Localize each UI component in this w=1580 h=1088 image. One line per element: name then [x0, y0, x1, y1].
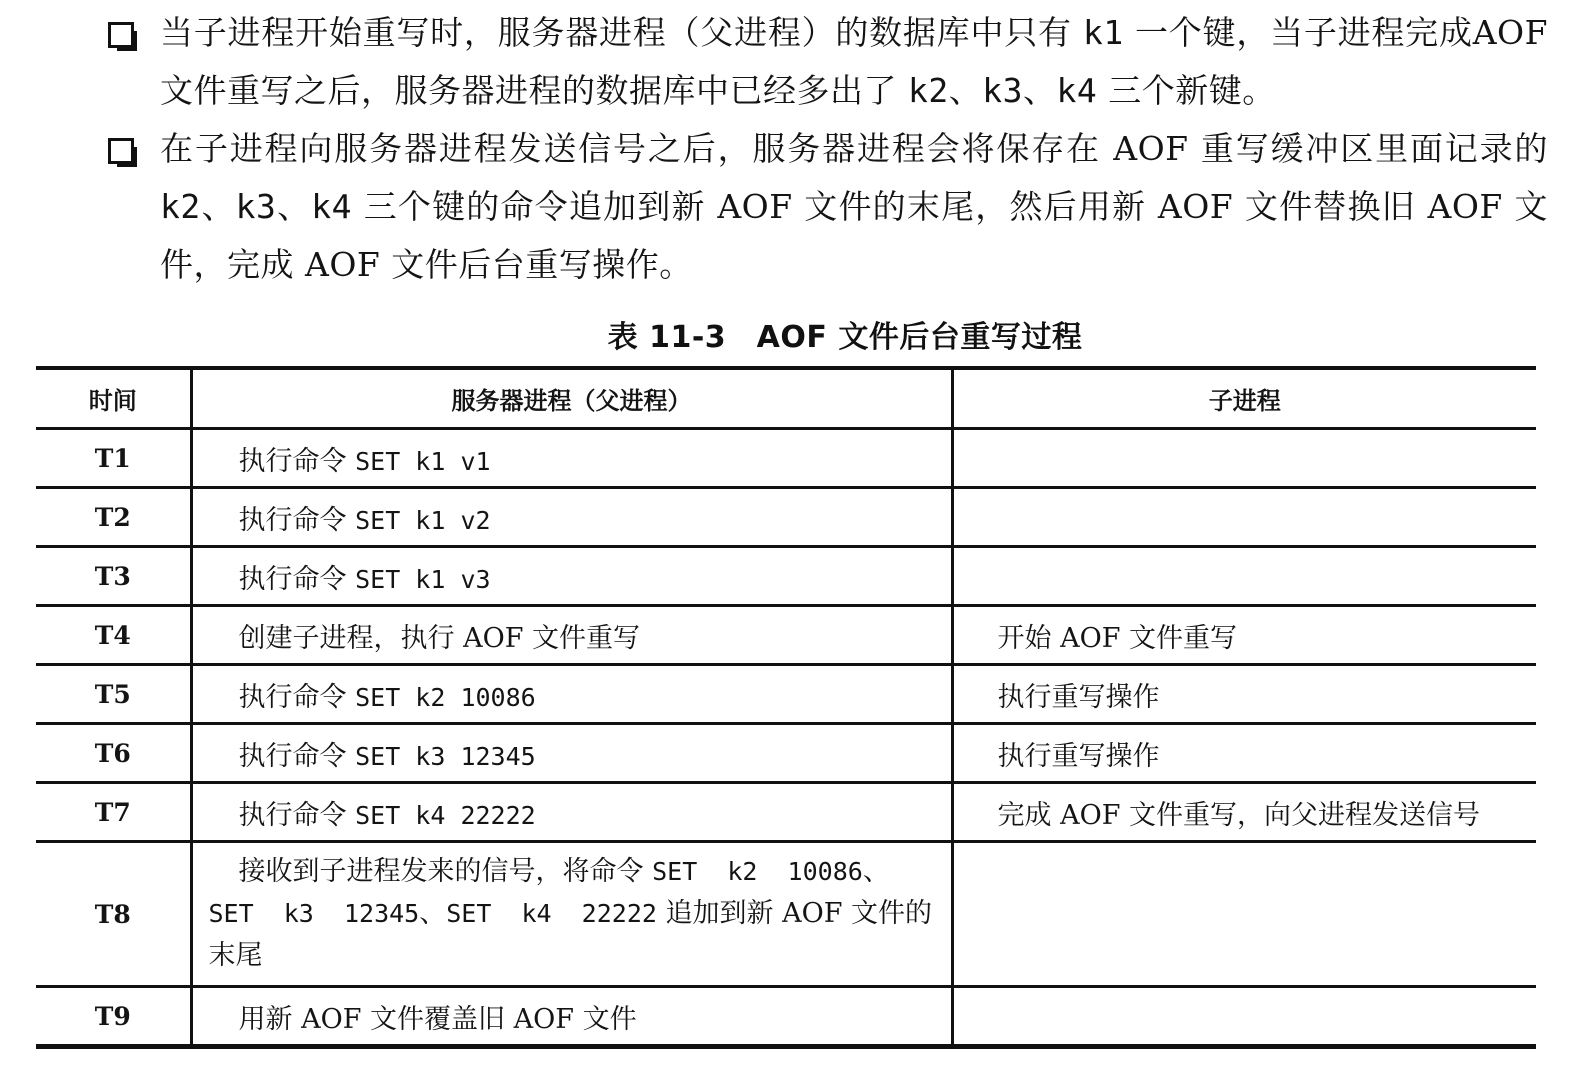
child-cell	[952, 987, 1536, 1047]
parent-command: SET k1 v2	[355, 505, 491, 535]
table-row	[36, 547, 1536, 606]
parent-cell	[191, 488, 952, 547]
parent-cell	[191, 842, 952, 987]
parent-cell: 用新 AOF 文件覆盖旧 AOF 文件	[191, 987, 952, 1047]
bullet-text-1	[160, 4, 1548, 120]
child-cell	[952, 547, 1536, 606]
code-run: k4	[1056, 71, 1098, 110]
parent-text: 接收到子进程发来的信号，将命令	[238, 856, 653, 887]
time-cell: T7	[94, 797, 131, 827]
parent-text: 执行命令	[238, 740, 356, 772]
parent-cell	[191, 547, 952, 606]
bullet-item-1	[108, 4, 1548, 120]
time-cell: T1	[94, 443, 131, 473]
table-row	[36, 429, 1536, 488]
text-run: 、	[276, 187, 312, 226]
child-cell: 执行重写操作	[952, 724, 1536, 783]
text-run: 当子进程开始重写时，服务器进程（父进程）的数据库中只有	[160, 13, 1084, 52]
text-run: 、	[1023, 71, 1057, 110]
code-run: k3	[982, 71, 1023, 110]
text-run: 一个键，当子进程完成AOF文件重写之后，服务器进程的数据库中已经多出了	[160, 13, 1548, 110]
time-cell: T6	[94, 738, 131, 768]
header-parent: 服务器进程（父进程）	[191, 368, 952, 429]
parent-text: 创建子进程，执行 AOF 文件重写	[238, 622, 641, 654]
table-row	[36, 724, 1536, 783]
parent-cell	[191, 783, 952, 842]
code-run: k2	[160, 187, 201, 226]
text-run: 在子进程向服务器进程发送信号之后，服务器进程会将保存在 AOF 重写缓冲区里面记录的	[160, 129, 1548, 168]
child-cell	[952, 429, 1536, 488]
header-child: 子进程	[952, 368, 1536, 429]
checkbox-bullet-icon	[108, 138, 134, 164]
table-row	[36, 842, 1536, 987]
table-caption: 表 11-3 AOF 文件后台重写过程	[607, 320, 1083, 355]
parent-command: SET k2 10086	[355, 682, 536, 712]
table-row	[36, 665, 1536, 724]
table-row	[36, 606, 1536, 665]
bullet-list	[108, 4, 1548, 294]
table-header-row	[36, 368, 1536, 429]
parent-text: 执行命令	[238, 563, 356, 595]
parent-command: SET k3 12345	[208, 899, 420, 928]
code-run: k3	[235, 187, 277, 226]
code-run: k4	[311, 187, 353, 226]
time-cell: T8	[94, 899, 131, 929]
parent-text: 执行命令	[238, 799, 356, 831]
parent-command: SET k4 22222	[355, 800, 536, 830]
text-run: 三个新键。	[1097, 71, 1276, 110]
parent-cell	[191, 665, 952, 724]
bullet-item-2	[108, 120, 1548, 294]
parent-text: 执行命令	[238, 504, 356, 536]
parent-command: SET k2 10086	[652, 857, 863, 886]
child-cell	[952, 842, 1536, 987]
parent-cell	[191, 724, 952, 783]
table-row	[36, 783, 1536, 842]
parent-text: 追加到新 AOF 文件的末尾	[208, 898, 933, 971]
parent-separator: 、	[862, 856, 890, 887]
checkbox-bullet-icon	[108, 22, 134, 48]
child-cell: 开始 AOF 文件重写	[952, 606, 1536, 665]
process-table	[36, 366, 1536, 1049]
text-run: 、	[948, 71, 983, 110]
parent-command: SET k3 12345	[355, 741, 536, 771]
header-time: 时间	[88, 387, 137, 415]
code-run: k2	[908, 71, 949, 110]
table-row	[36, 488, 1536, 547]
time-cell: T2	[94, 502, 131, 532]
parent-text: 执行命令	[238, 445, 356, 477]
code-run: k1	[1083, 13, 1124, 52]
child-cell: 完成 AOF 文件重写，向父进程发送信号	[952, 783, 1536, 842]
parent-command: SET k1 v1	[355, 446, 491, 476]
parent-text: 执行命令	[238, 681, 356, 713]
parent-cell	[191, 429, 952, 488]
process-table-wrapper	[36, 366, 1536, 1049]
child-cell	[952, 488, 1536, 547]
parent-command: SET k1 v3	[355, 564, 491, 594]
text-run: 、	[200, 187, 236, 226]
bullet-text-2	[160, 120, 1548, 294]
text-run: 三个键的命令追加到新 AOF 文件的末尾，然后用新 AOF 文件替换旧 AOF 文件，完成 AOF 文件后台重写操作。	[160, 187, 1549, 284]
time-cell: T3	[94, 561, 131, 591]
parent-command: SET k4 22222	[446, 899, 657, 928]
time-cell: T9	[94, 1001, 131, 1031]
child-cell: 执行重写操作	[952, 665, 1536, 724]
time-cell: T4	[94, 620, 131, 650]
parent-cell	[191, 606, 952, 665]
table-row	[36, 987, 1536, 1047]
parent-separator: 、	[419, 898, 447, 929]
time-cell: T5	[94, 679, 131, 709]
